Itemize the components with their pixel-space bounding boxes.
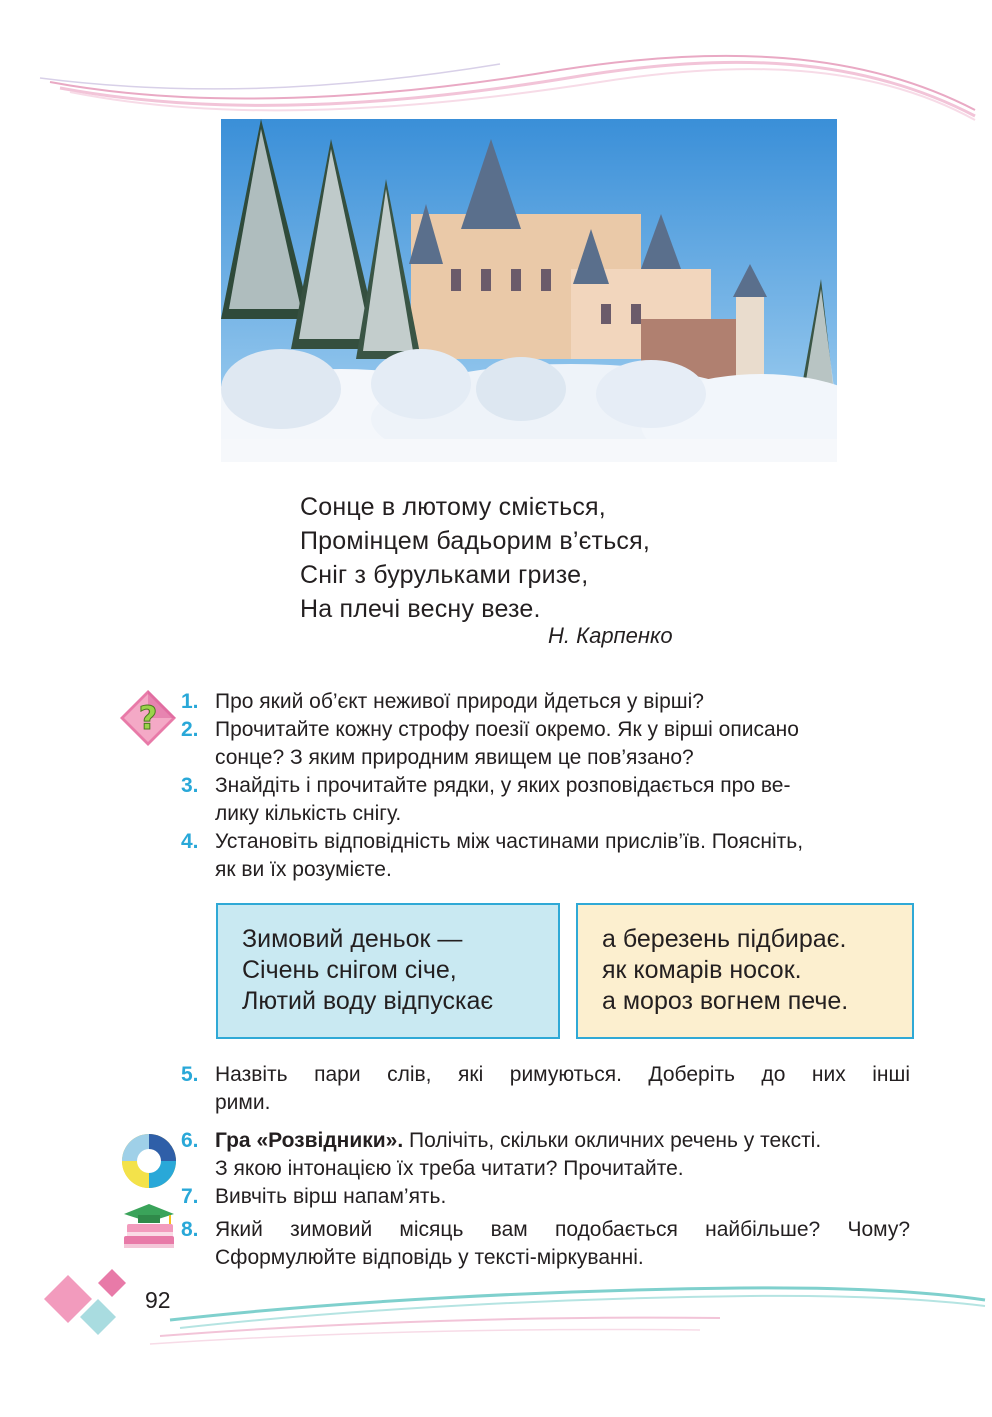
question-number: 1. <box>181 690 199 713</box>
question-text: Вивчіть вірш напам’ять. <box>215 1185 447 1208</box>
question-number: 7. <box>181 1185 199 1208</box>
question-number: 6. <box>181 1129 199 1152</box>
question-text: лику кількість снігу. <box>215 802 402 825</box>
question-number: 3. <box>181 774 199 797</box>
question-text: Назвіть пари слів, які римуються. Доберіть до них інші <box>215 1063 910 1086</box>
question-text: Полічіть, скільки окличних речень у тексті. <box>403 1129 822 1152</box>
poem-author: Н. Карпенко <box>548 623 673 648</box>
question-text: Про який об’єкт неживої природи йдеться у вірші? <box>215 690 704 713</box>
proverb-part: а мороз вогнем пече. <box>602 987 849 1015</box>
question-mark-diamond-icon <box>118 688 178 748</box>
question-text: сонце? З яким природним явищем це пов’язано? <box>215 746 694 769</box>
question-text: Прочитайте кожну строфу поезії окремо. Як у вірші описано <box>215 718 799 741</box>
question-text: Знайдіть і прочитайте рядки, у яких розповідається про ве- <box>215 774 791 797</box>
proverb-part: Січень снігом січе, <box>242 956 457 984</box>
proverb-part: як комарів носок. <box>602 956 802 984</box>
winter-castle-photo <box>221 119 837 462</box>
game-ring-icon <box>120 1132 178 1190</box>
poem-line: Сонце в лютому сміється, <box>300 493 606 521</box>
question-text: З якою інтонацією їх треба читати? Прочитайте. <box>215 1157 684 1180</box>
poem-line: Промінцем бадьорим в’ється, <box>300 527 651 555</box>
question-text: Який зимовий місяць вам подобається найбільше? Чому? <box>215 1218 910 1241</box>
question-number: 5. <box>181 1063 199 1086</box>
page-number: 92 <box>145 1287 171 1313</box>
proverb-endings-box <box>576 903 914 1039</box>
question-number: 4. <box>181 830 199 853</box>
books-graduation-cap-icon <box>118 1200 180 1258</box>
question-number: 2. <box>181 718 199 741</box>
proverb-part: Лютий воду відпускає <box>242 987 494 1015</box>
question-text: як ви їх розумієте. <box>215 858 392 881</box>
proverb-part: Зимовий деньок — <box>242 925 463 953</box>
proverb-part: а березень підбирає. <box>602 925 847 953</box>
question-number: 8. <box>181 1218 199 1241</box>
svg-text:?: ? <box>138 699 158 737</box>
poem-line: На плечі весну везе. <box>300 595 541 623</box>
poem-line: Сніг з бурульками гризе, <box>300 561 589 589</box>
question-text: Сформулюйте відповідь у тексті-міркуванні. <box>215 1246 644 1269</box>
question-text: рими. <box>215 1091 271 1114</box>
bottom-wave-decoration <box>0 1260 992 1417</box>
poem <box>300 490 650 626</box>
proverb-beginnings-box <box>216 903 560 1039</box>
question-text: Установіть відповідність між частинами прислів’їв. Поясніть, <box>215 830 804 853</box>
game-title: Гра «Розвідники». <box>215 1129 404 1152</box>
